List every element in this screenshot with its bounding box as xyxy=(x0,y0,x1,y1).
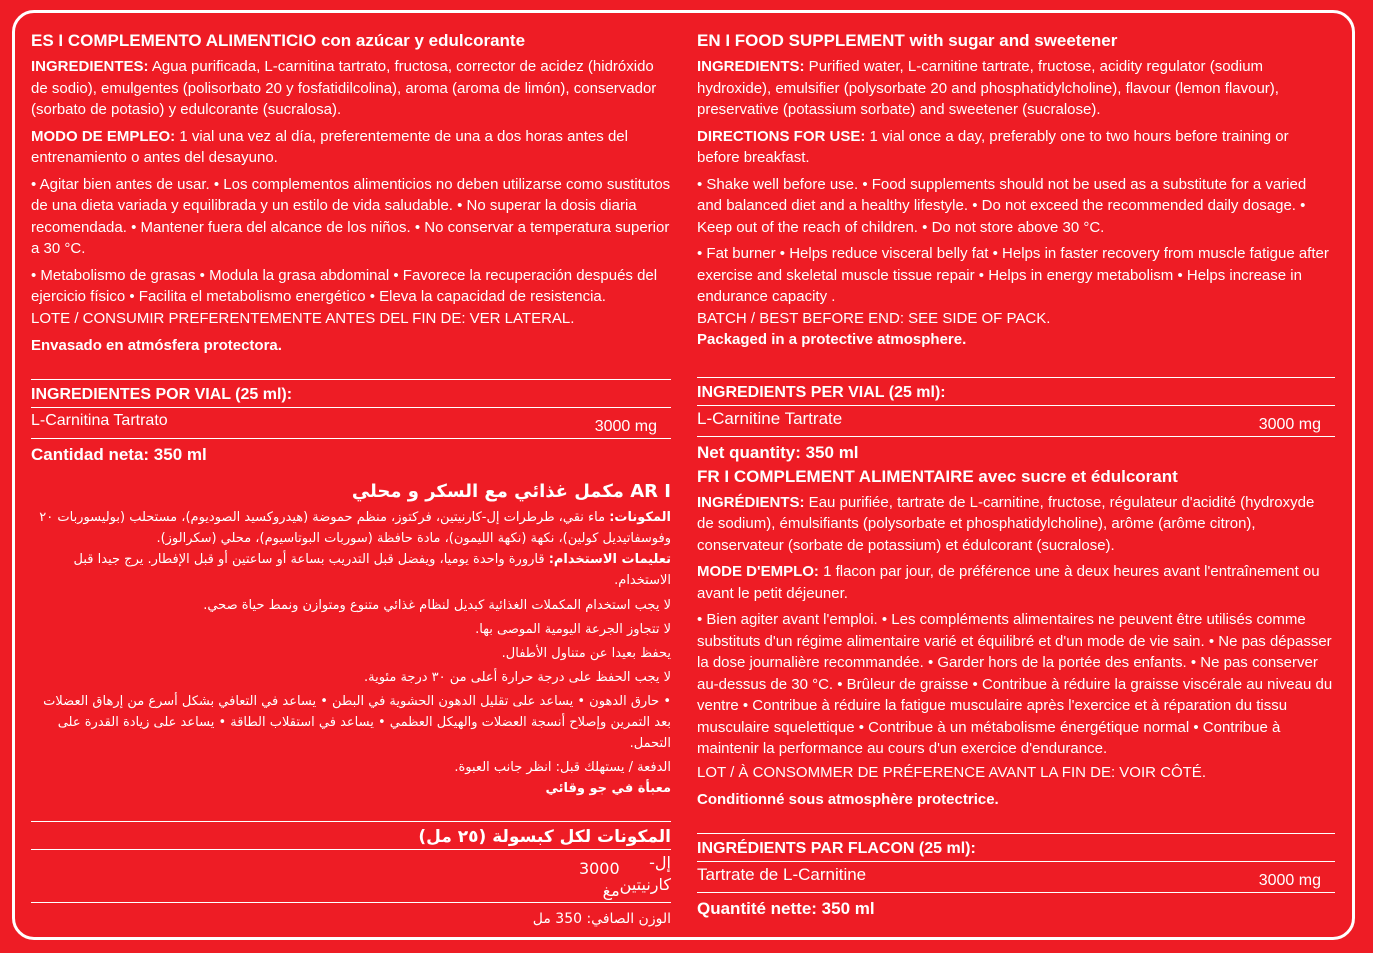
fr-directions-label: MODE D'EMPLO: xyxy=(697,563,819,580)
english-section xyxy=(697,30,1335,465)
ar-ingredient-table xyxy=(31,821,671,903)
es-table-name: L-Carnitina Tartrato xyxy=(31,411,168,429)
en-table-value: 3000 mg xyxy=(1258,415,1321,433)
ar-table-header: المكونات لكل كبسولة (٢٥ مل) xyxy=(31,822,671,850)
es-directions-label: MODO DE EMPLEO: xyxy=(31,127,176,145)
ar-batch: الدفعة / يستهلك قبل: انظر جانب العبوة. xyxy=(454,759,671,775)
table-row xyxy=(31,850,671,903)
table-row xyxy=(697,406,1335,437)
arabic-section xyxy=(31,481,671,931)
ar-directions-text: قارورة واحدة يوميا، ويفضل قبل التدريب بساعة أو ساعتين أو قبل الإفطار. يرج جيدا قبل الاستخدام. xyxy=(73,551,671,588)
es-batch: LOTE / CONSUMIR PREFERENTEMENTE ANTES DEL FIN DE: VER LATERAL. xyxy=(31,309,575,327)
es-net-quantity: Cantidad neta: 350 ml xyxy=(31,444,207,464)
es-table-header: INGREDIENTES POR VIAL (25 ml): xyxy=(31,380,671,408)
en-claims: • Fat burner • Helps reduce visceral belly fat • Helps in faster recovery from muscle fatigue after exercise and skeletal muscle tissue repair • Helps in energy metabolism • Helps increase in endurance capacity . xyxy=(697,245,1329,305)
es-directions-text: 1 vial una vez al día, preferentemente de una a dos horas antes del entrenamiento o antes del desayuno. xyxy=(31,127,628,166)
en-ingredients xyxy=(697,56,1335,121)
fr-warnings: • Bien agiter avant l'emploi. • Les compléments alimentaires ne peuvent être utilisés comme substituts d'un régime alimentaire varié et équilibré et d'un mode de vie sain. • Ne pas dépasser la dose journalière recommandée. • Garder hors de la portée des enfants. • Ne pas conserver au-dessus de 30 °C. • Brûleur de graisse • Contribue à réduire la graisse viscérale au niveau du ventre • Contribue à réduire la fatigue musculaire après l'exercice et à réparation du tissu musculaire squelettique • Contribue à un métabolisme énergétique normal • Contribue à maintenir la performance au cours d'un exercice d'endurance. xyxy=(697,611,1333,757)
ar-warning-4: لا يجب الحفظ على درجة حرارة أعلى من ٣٠ درجة مئوية. xyxy=(363,669,671,685)
es-warnings: • Agitar bien antes de usar. • Los complementos alimenticios no deben utilizarse como sustitutos de una dieta variada y equilibrada y un estilo de vida saludable. • No superar la dosis diaria recomendada. • Mantener fuera del alcance de los niños. • No conservar a temperatura superior a 30 °C. xyxy=(31,175,671,257)
en-warnings: • Shake well before use. • Food supplements should not be used as a substitute for a varied and balanced diet and a healthy lifestyle. • Do not exceed the recommended daily dosage. • Keep out of the reach of children. • Do not store above 30 °C. xyxy=(697,175,1307,236)
fr-ingredients-text: Eau purifiée, tartrate de L-carnitine, fructose, régulateur d'acidité (hydroxyde de sodium), émulsifiants (polysorbate et phosphatidylcholine), arôme (arôme citron), conservateur (sorbate de potassium) et édulcorant (sucralose). xyxy=(697,493,1315,554)
es-title: ES I COMPLEMENTO ALIMENTICIO con azúcar y edulcorante xyxy=(31,31,526,50)
ar-ingredients-text: ماء نقي، طرطرات إل-كارنيتين، فركتوز، منظم حموضة (هيدروكسيد الصوديوم)، مستحلب (بوليسوربات ٢٠ وفوسفاتيديل كولين)، نكهة (نكهة الليمون)، مادة حافظة (سوربات البوتاسيوم)، محلي (سكرالوز). xyxy=(39,509,671,546)
es-ingredient-table xyxy=(31,379,671,439)
table-row xyxy=(31,408,671,439)
es-ingredients-label: INGREDIENTES: xyxy=(31,58,149,75)
fr-batch: LOT / À CONSOMMER DE PRÉFERENCE AVANT LA FIN DE: VOIR CÔTÉ. xyxy=(697,763,1206,781)
fr-ingredients-label: INGRÉDIENTS: xyxy=(697,493,805,511)
fr-directions xyxy=(697,561,1335,604)
es-ingredients xyxy=(31,56,671,121)
en-directions xyxy=(697,126,1335,169)
en-batch: BATCH / BEST BEFORE END: SEE SIDE OF PACK. xyxy=(697,309,1051,327)
french-section xyxy=(697,466,1335,921)
fr-ingredient-table xyxy=(697,833,1335,893)
ar-warning-1: لا يجب استخدام المكملات الغذائية كبديل لنظام غذائي متنوع ومتوازن ونمط حياة صحي. xyxy=(203,597,671,613)
en-table-header: INGREDIENTS PER VIAL (25 ml): xyxy=(697,378,1335,406)
es-ingredients-text: Agua purificada, L-carnitina tartrato, fructosa, corrector de acidez (hidróxido de sodio), emulgentes (polisorbato 20 y fosfatidilcolina), aroma (aroma de limón), conservador (sorbato de potasio) y edulcorante (sucralosa). xyxy=(31,58,657,118)
ar-title: AR I مكمل غذائي مع السكر و محلي xyxy=(351,480,671,502)
en-atmosphere: Packaged in a protective atmosphere. xyxy=(697,331,967,348)
fr-table-value: 3000 mg xyxy=(1258,871,1321,889)
spanish-section xyxy=(31,30,671,467)
ar-warning-2: لا تتجاوز الجرعة اليومية الموصى بها. xyxy=(475,621,671,637)
right-column xyxy=(697,30,1335,921)
ar-claims: • حارق الدهون • يساعد على تقليل الدهون الحشوية في البطن • يساعد في التعافي بشكل أسرع من إرهاق العضلات بعد التمرين وإصلاح أنسجة العضلات والهيكل العظمي • يساعد في استقلاب الطاقة • يساعد على زيادة القدرة على التحمل. xyxy=(43,693,671,751)
fr-directions-text: 1 flacon par jour, de préférence une à deux heures avant l'entraînement ou avant le petit déjeuner. xyxy=(697,563,1320,602)
es-directions xyxy=(31,126,671,169)
es-claims: • Metabolismo de grasas • Modula la grasa abdominal • Favorece la recuperación después del ejercicio físico • Facilita el metabolismo energético • Eleva la capacidad de resistencia. xyxy=(31,266,658,305)
ar-directions xyxy=(31,549,671,591)
en-net-quantity: Net quantity: 350 ml xyxy=(697,442,859,462)
fr-table-header: INGRÉDIENTS PAR FLACON (25 ml): xyxy=(697,834,1335,862)
en-directions-label: DIRECTIONS FOR USE: xyxy=(697,127,866,145)
ar-table-value: 3000 مغ xyxy=(578,858,620,900)
en-ingredient-table xyxy=(697,377,1335,437)
en-table-name: L-Carnitine Tartrate xyxy=(697,408,843,428)
ar-directions-label: تعليمات الاستخدام: xyxy=(548,551,671,567)
ar-ingredients-label: المكونات: xyxy=(609,509,671,525)
ar-warning-3: يحفظ بعيدا عن متناول الأطفال. xyxy=(501,645,671,661)
es-atmosphere: Envasado en atmósfera protectora. xyxy=(31,337,282,354)
fr-atmosphere: Conditionné sous atmosphère protectrice. xyxy=(697,791,999,808)
fr-net-quantity: Quantité nette: 350 ml xyxy=(697,898,875,918)
en-title: EN I FOOD SUPPLEMENT with sugar and sweetener xyxy=(697,31,1118,50)
es-table-value: 3000 mg xyxy=(594,417,657,435)
en-ingredients-text: Purified water, L-carnitine tartrate, fructose, acidity regulator (sodium hydroxide), emulsifier (polysorbate 20 and phosphatidylcholine), flavour (lemon flavour), preservative (potassium sorbate) and sweetener (sucralose). xyxy=(697,58,1279,118)
table-row xyxy=(697,862,1335,893)
en-directions-text: 1 vial once a day, preferably one to two hours before training or before breakfast. xyxy=(697,127,1289,166)
fr-table-name: Tartrate de L-Carnitine xyxy=(697,864,867,884)
ar-atmosphere: معبأة في جو وقائي xyxy=(545,780,671,796)
ar-table-name: إل-كارنيتين xyxy=(619,852,671,894)
en-ingredients-label: INGREDIENTS: xyxy=(697,58,805,75)
ar-ingredients xyxy=(31,507,671,549)
left-column xyxy=(31,30,671,931)
ar-net-quantity: الوزن الصافي: 350 مل xyxy=(532,910,671,927)
fr-title: FR I COMPLEMENT ALIMENTAIRE avec sucre et édulcorant xyxy=(697,466,1178,486)
fr-ingredients xyxy=(697,492,1335,557)
